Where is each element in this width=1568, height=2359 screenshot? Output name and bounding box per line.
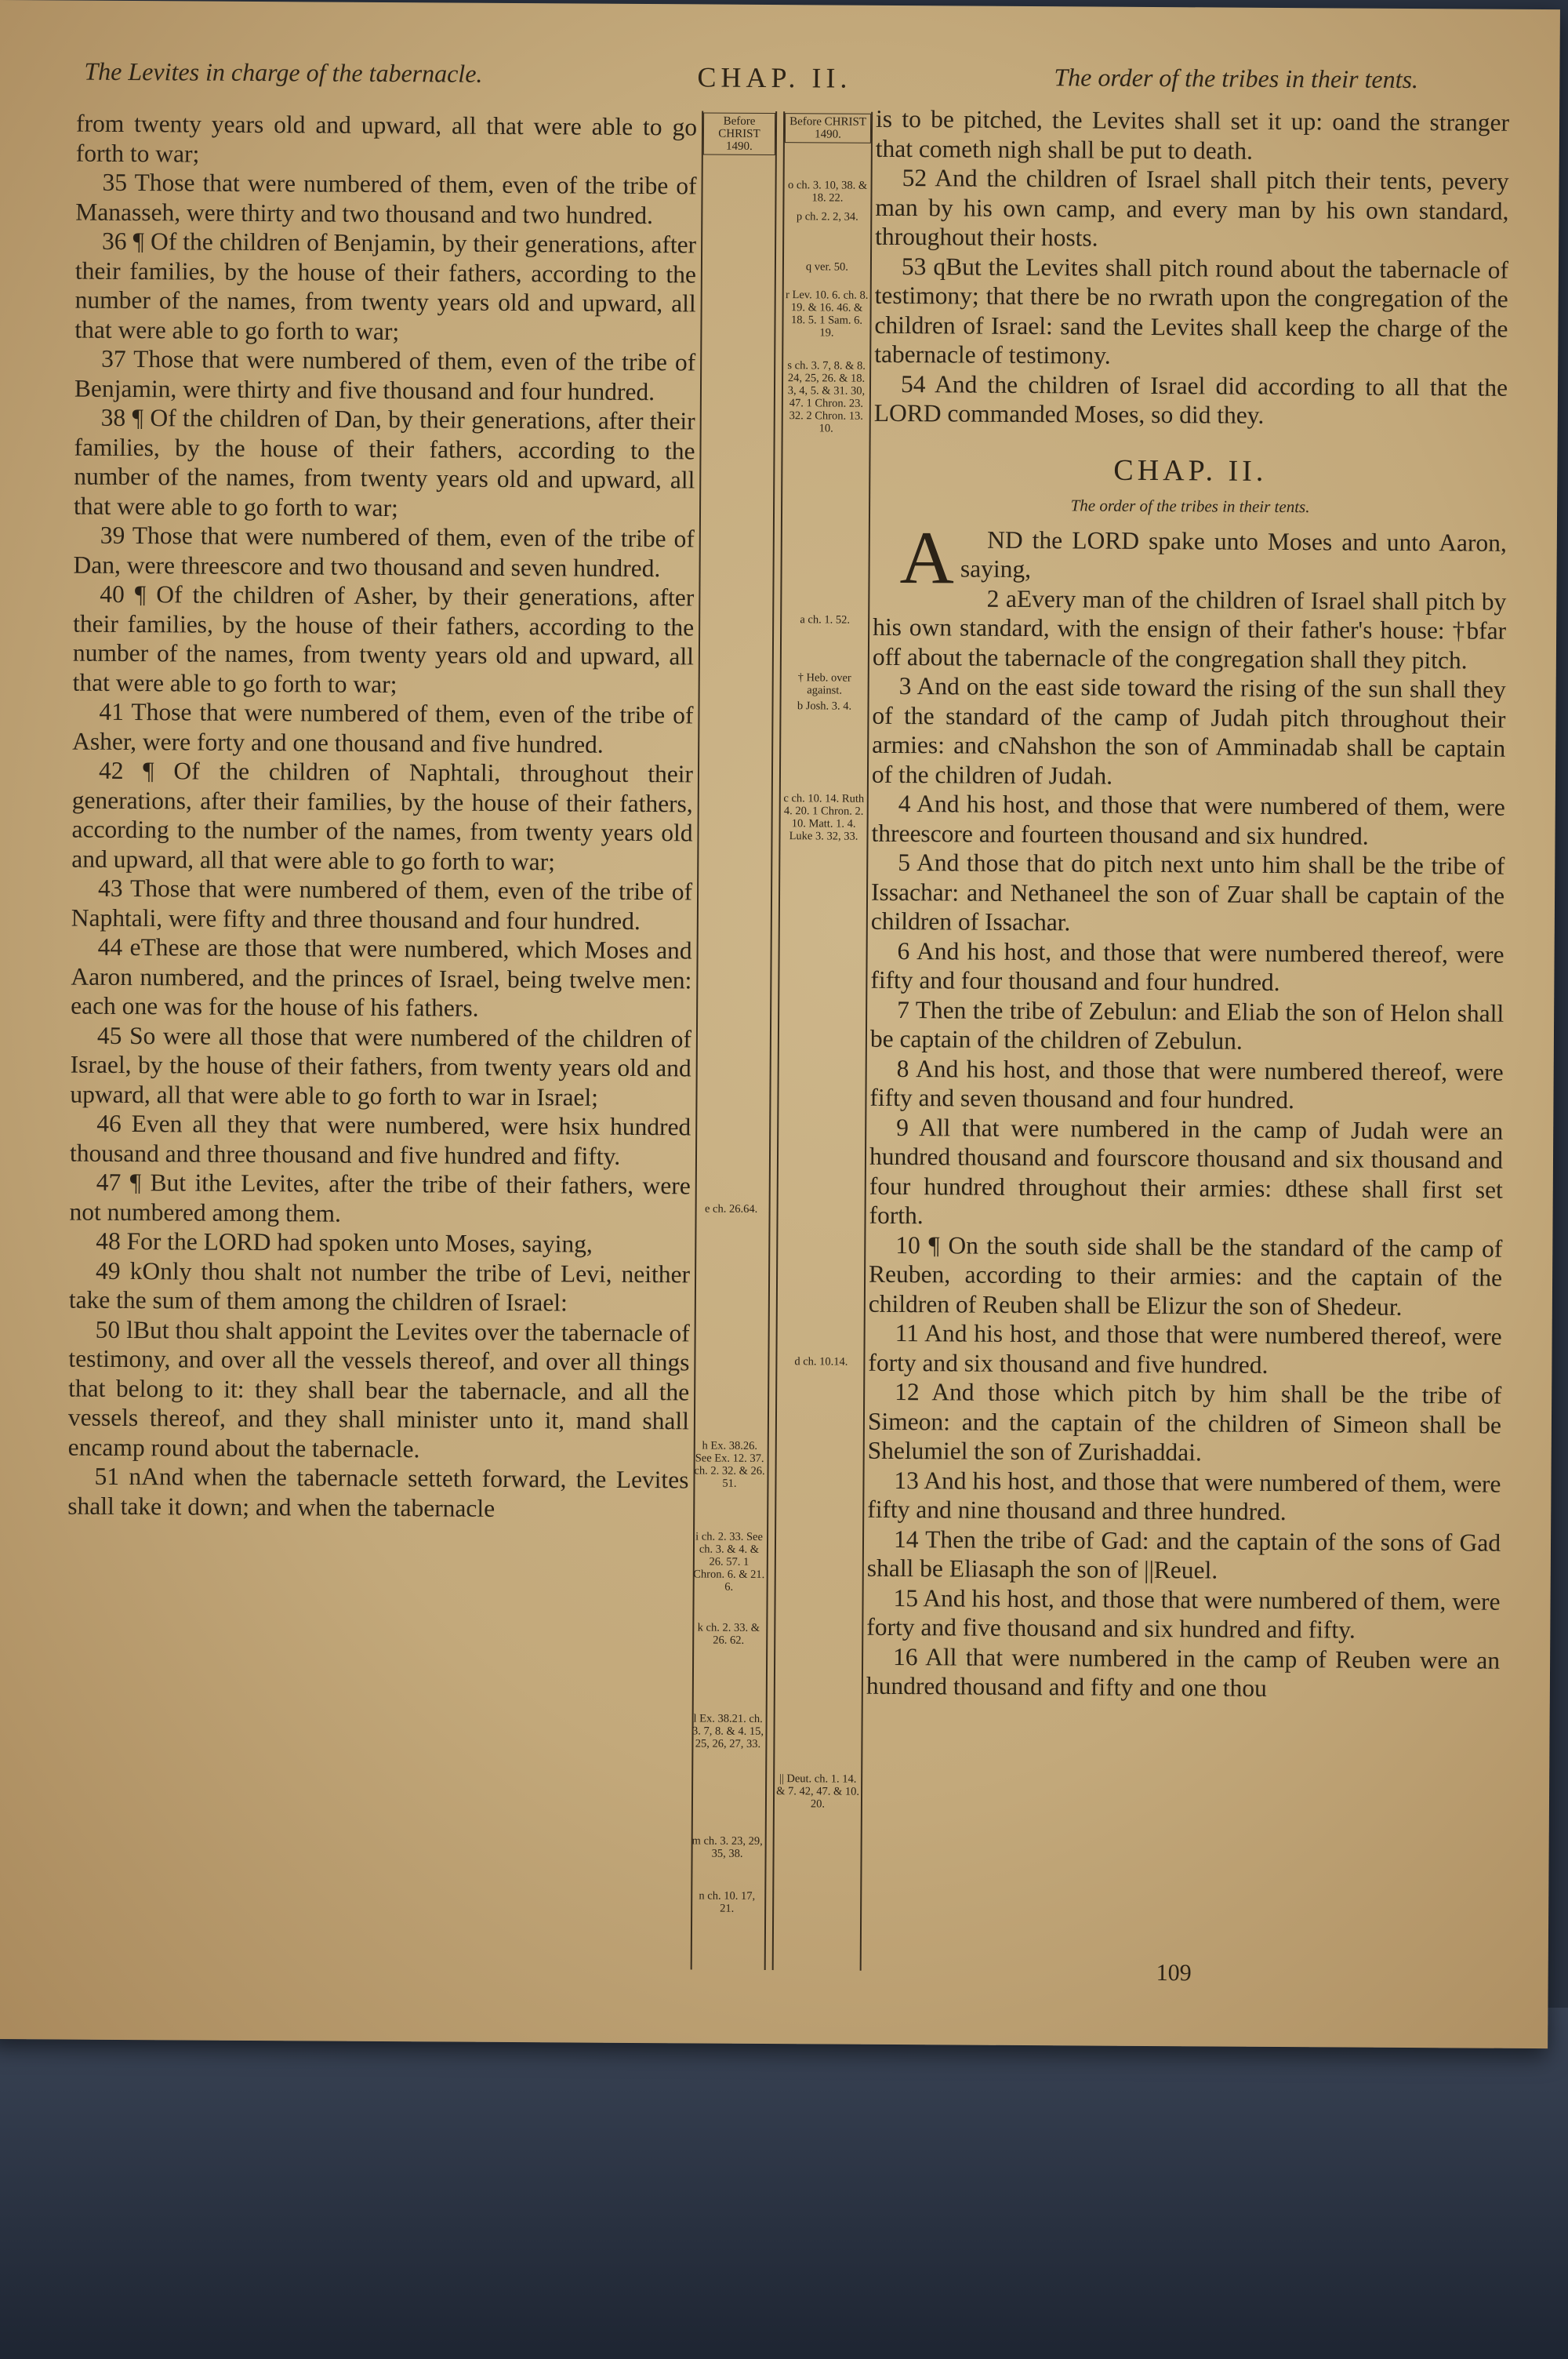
- verse-paragraph: 47 ¶ But ithe Levites, after the tribe of their fathers, were not numbered among them.: [69, 1168, 691, 1227]
- verse-paragraph: 7 Then the tribe of Zebulun: and Eliab the son of Helon shall be captain of the children of Zebulun.: [869, 995, 1504, 1055]
- margin-date-box-left: Before CHRIST 1490.: [703, 112, 775, 155]
- margin-note: d ch. 10.14.: [794, 1355, 848, 1369]
- margin-note: b Josh. 3. 4.: [797, 700, 852, 713]
- verse-paragraph: 52 And the children of Israel shall pitch their tents, pevery man by his own camp, and every man by his own standard, throughout their hosts.: [875, 164, 1509, 252]
- verse-paragraph: 5 And those that do pitch next unto him shall be the tribe of Issachar: and Nethaneel the son of Zuar shall be captain of the children of Issachar.: [870, 849, 1505, 936]
- margin-note: q ver. 50.: [805, 260, 848, 274]
- verse-paragraph: 44 eThese are those that were numbered, which Moses and Aaron numbered, and the princes of Israel, being twelve men: each one was for the house of his fathers.: [71, 932, 692, 1022]
- margin-note: r Lev. 10. 6. ch. 8. 19. & 16. 46. & 18. 5. 1 Sam. 6. 19.: [785, 289, 869, 340]
- running-header-left: The Levites in charge of the tabernacle.: [84, 56, 483, 88]
- verse-paragraph: 14 Then the tribe of Gad: and the captain of the sons of Gad shall be Eliasaph the son of ||Reuel.: [866, 1525, 1501, 1584]
- margin-date-box-right: Before CHRIST 1490.: [785, 113, 871, 144]
- page-number: 109: [1156, 1960, 1192, 1986]
- margin-note: s ch. 3. 7, 8. & 8. 24, 25, 26. & 18. 3, 4, 5. & 31. 30, 47. 1 Chron. 23. 32. 2 Chron. 13. 10.: [787, 359, 866, 435]
- verse-paragraph: 46 Even all they that were numbered, were hsix hundred thousand and three thousand and five hundred and fifty.: [69, 1109, 691, 1170]
- verse-paragraph: 45 So were all those that were numbered of the children of Israel, by the house of their fathers, from twenty years old and upward, all that were able to go forth to war in Israel;: [70, 1021, 692, 1111]
- verse-paragraph: 15 And his host, and those that were numbered of them, were forty and five thousand and six hundred and fifty.: [866, 1583, 1501, 1644]
- verse-paragraph: 41 Those that were numbered of them, even of the tribe of Asher, were forty and one thousand and five hundred.: [72, 697, 694, 758]
- margin-note: || Deut. ch. 1. 14. & 7. 42, 47. & 10. 20.: [776, 1772, 860, 1811]
- verse-paragraph: 42 ¶ Of the children of Naphtali, throughout their generations, after their families, by the house of their fathers, according to the number of the names, from twenty years old and upward, all that were able to go forth to war;: [71, 756, 694, 875]
- verse-paragraph: 13 And his host, and those that were numbered of them, were fifty and nine thousand and three hundred.: [867, 1466, 1501, 1526]
- running-header-chapter: CHAP. II.: [697, 61, 852, 94]
- verse-paragraph: 12 And those which pitch by him shall be the tribe of Simeon: and the captain of the children of Simeon shall be Shelumiel the son of Zurishaddai.: [867, 1378, 1502, 1467]
- margin-note: k ch. 2. 33. & 26. 62.: [697, 1621, 760, 1647]
- margin-note: m ch. 3. 23, 29, 35, 38.: [691, 1834, 763, 1860]
- margin-note: p ch. 2. 2, 34.: [796, 210, 858, 224]
- margin-note: o ch. 3. 10, 38. & 18. 22.: [787, 179, 868, 205]
- verse-paragraph: 10 ¶ On the south side shall be the standard of the camp of Reuben, according to their armies: and the captain of the children of Reuben shall be Elizur the son of Shedeur.: [868, 1230, 1503, 1321]
- chapter-opening-verse: [873, 514, 1507, 599]
- chapter-summary: The order of the tribes in their tents.: [1070, 496, 1310, 517]
- verse-paragraph: 51 nAnd when the tabernacle setteth forward, the Levites shall take it down; and when the tabernacle: [67, 1462, 689, 1522]
- opening-verse-text: ND the LORD spake unto Moses and unto Aaron, saying,: [960, 525, 1507, 583]
- verse-paragraph: from twenty years old and upward, all that were able to go forth to war;: [75, 109, 698, 168]
- background-below-page: [0, 2008, 1568, 2359]
- verse-paragraph: 35 Those that were numbered of them, even of the tribe of Manasseh, were thirty and two thousand and two hundred.: [75, 168, 697, 229]
- verse-paragraph: 37 Those that were numbered of them, even of the tribe of Benjamin, were thirty and five thousand and four hundred.: [74, 344, 696, 405]
- margin-note: l Ex. 38.21. ch. 3. 7, 8. & 4. 15, 25, 26, 27, 33.: [691, 1712, 764, 1750]
- verse-paragraph: 53 qBut the Levites shall pitch round about the tabernacle of testimony; that there be no rwrath upon the congregation of the children of Israel: sand the Levites shall keep the charge of the tabernacle of testimony.: [874, 252, 1509, 369]
- margin-note: c ch. 10. 14. Ruth 4. 20. 1 Chron. 2. 10. Matt. 1. 4. Luke 3. 32, 33.: [783, 792, 865, 843]
- verse-paragraph: 3 And on the east side toward the rising of the sun shall they of the standard of the camp of Judah pitch throughout their armies: and cNahshon the son of Amminadab shall be captain of the children of Judah.: [871, 672, 1506, 790]
- verse-paragraph: 11 And his host, and those that were numbered thereof, were forty and six thousand and five hundred.: [868, 1319, 1502, 1379]
- running-header-right: The order of the tribes in their tents.: [1054, 63, 1419, 94]
- margin-note: h Ex. 38.26. See Ex. 12. 37. ch. 2. 32. & 26. 51.: [694, 1439, 765, 1490]
- left-text-column: [67, 109, 697, 1525]
- margin-note: n ch. 10. 17, 21.: [699, 1889, 756, 1915]
- verse-paragraph: 40 ¶ Of the children of Asher, by their generations, after their families, by the house of their fathers, according to the number of the names, from twenty years old and upward, all that were able to go forth to war;: [72, 580, 695, 698]
- margin-note: i ch. 2. 33. See ch. 3. & 4. & 26. 57. 1 Chron. 6. & 21. 6.: [693, 1530, 765, 1594]
- chapter-heading: CHAP. II.: [1113, 453, 1268, 488]
- right-text-column: [866, 104, 1509, 1704]
- verse-paragraph: 49 kOnly thou shalt not number the tribe of Levi, neither take the sum of them among the children of Israel:: [68, 1256, 691, 1317]
- verse-paragraph: 9 All that were numbered in the camp of Judah were an hundred thousand and fourscore thousand and six thousand and four hundred throughout their armies: dthese shall first set forth.: [869, 1113, 1504, 1230]
- verse-paragraph: 39 Those that were numbered of them, even of the tribe of Dan, were threescore and two thousand and seven hundred.: [73, 521, 695, 582]
- verse-paragraph: 4 And his host, and those that were numbered of them, were threescore and fourteen thousand and six hundred.: [871, 790, 1505, 850]
- verse-paragraph: 16 All that were numbered in the camp of Reuben were an hundred thousand and fifty and one thou: [866, 1642, 1501, 1702]
- verse-paragraph: 43 Those that were numbered of them, even of the tribe of Naphtali, were fifty and three thousand and four hundred.: [71, 874, 693, 935]
- verse-paragraph: 38 ¶ Of the children of Dan, by their generations, after their families, by the house of their fathers, according to the number of the names, from twenty years old and upward, all that were able to go forth to war;: [73, 403, 695, 522]
- verse-paragraph: 8 And his host, and those that were numbered thereof, were fifty and seven thousand and four hundred.: [869, 1054, 1504, 1114]
- verse-paragraph: 6 And his host, and those that were numbered thereof, were fifty and four thousand and four hundred.: [870, 936, 1504, 996]
- verse-paragraph: 48 For the LORD had spoken unto Moses, saying,: [96, 1227, 593, 1258]
- margin-note: a ch. 1. 52.: [800, 613, 851, 627]
- margin-note: † Heb. over against.: [797, 671, 851, 697]
- verse-paragraph: 2 aEvery man of the children of Israel shall pitch by his own standard, with the ensign of their father's house: †bfar off about the tabernacle of the congregation shall they pitch.: [872, 584, 1507, 674]
- verse-paragraph: 36 ¶ Of the children of Benjamin, by their generations, after their families, by the house of their fathers, according to the number of the names, from twenty years old and upward, all that were able to go forth to war;: [74, 227, 697, 345]
- verse-paragraph: 50 lBut thou shalt appoint the Levites over the tabernacle of testimony, and over all the vessels thereof, and over all things that belong to it: they shall bear the tabernacle, and all the vessels thereof, and they shall minister unto it, mand shall encamp round about the tabernacle.: [67, 1315, 690, 1463]
- margin-note: e ch. 26.64.: [704, 1202, 758, 1216]
- drop-capital: A: [899, 514, 955, 599]
- verse-paragraph: 54 And the children of Israel did according to all that the LORD commanded Moses, so did they.: [873, 369, 1508, 429]
- verse-paragraph: is to be pitched, the Levites shall set it up: oand the stranger that cometh nigh shall be put to death.: [875, 104, 1510, 165]
